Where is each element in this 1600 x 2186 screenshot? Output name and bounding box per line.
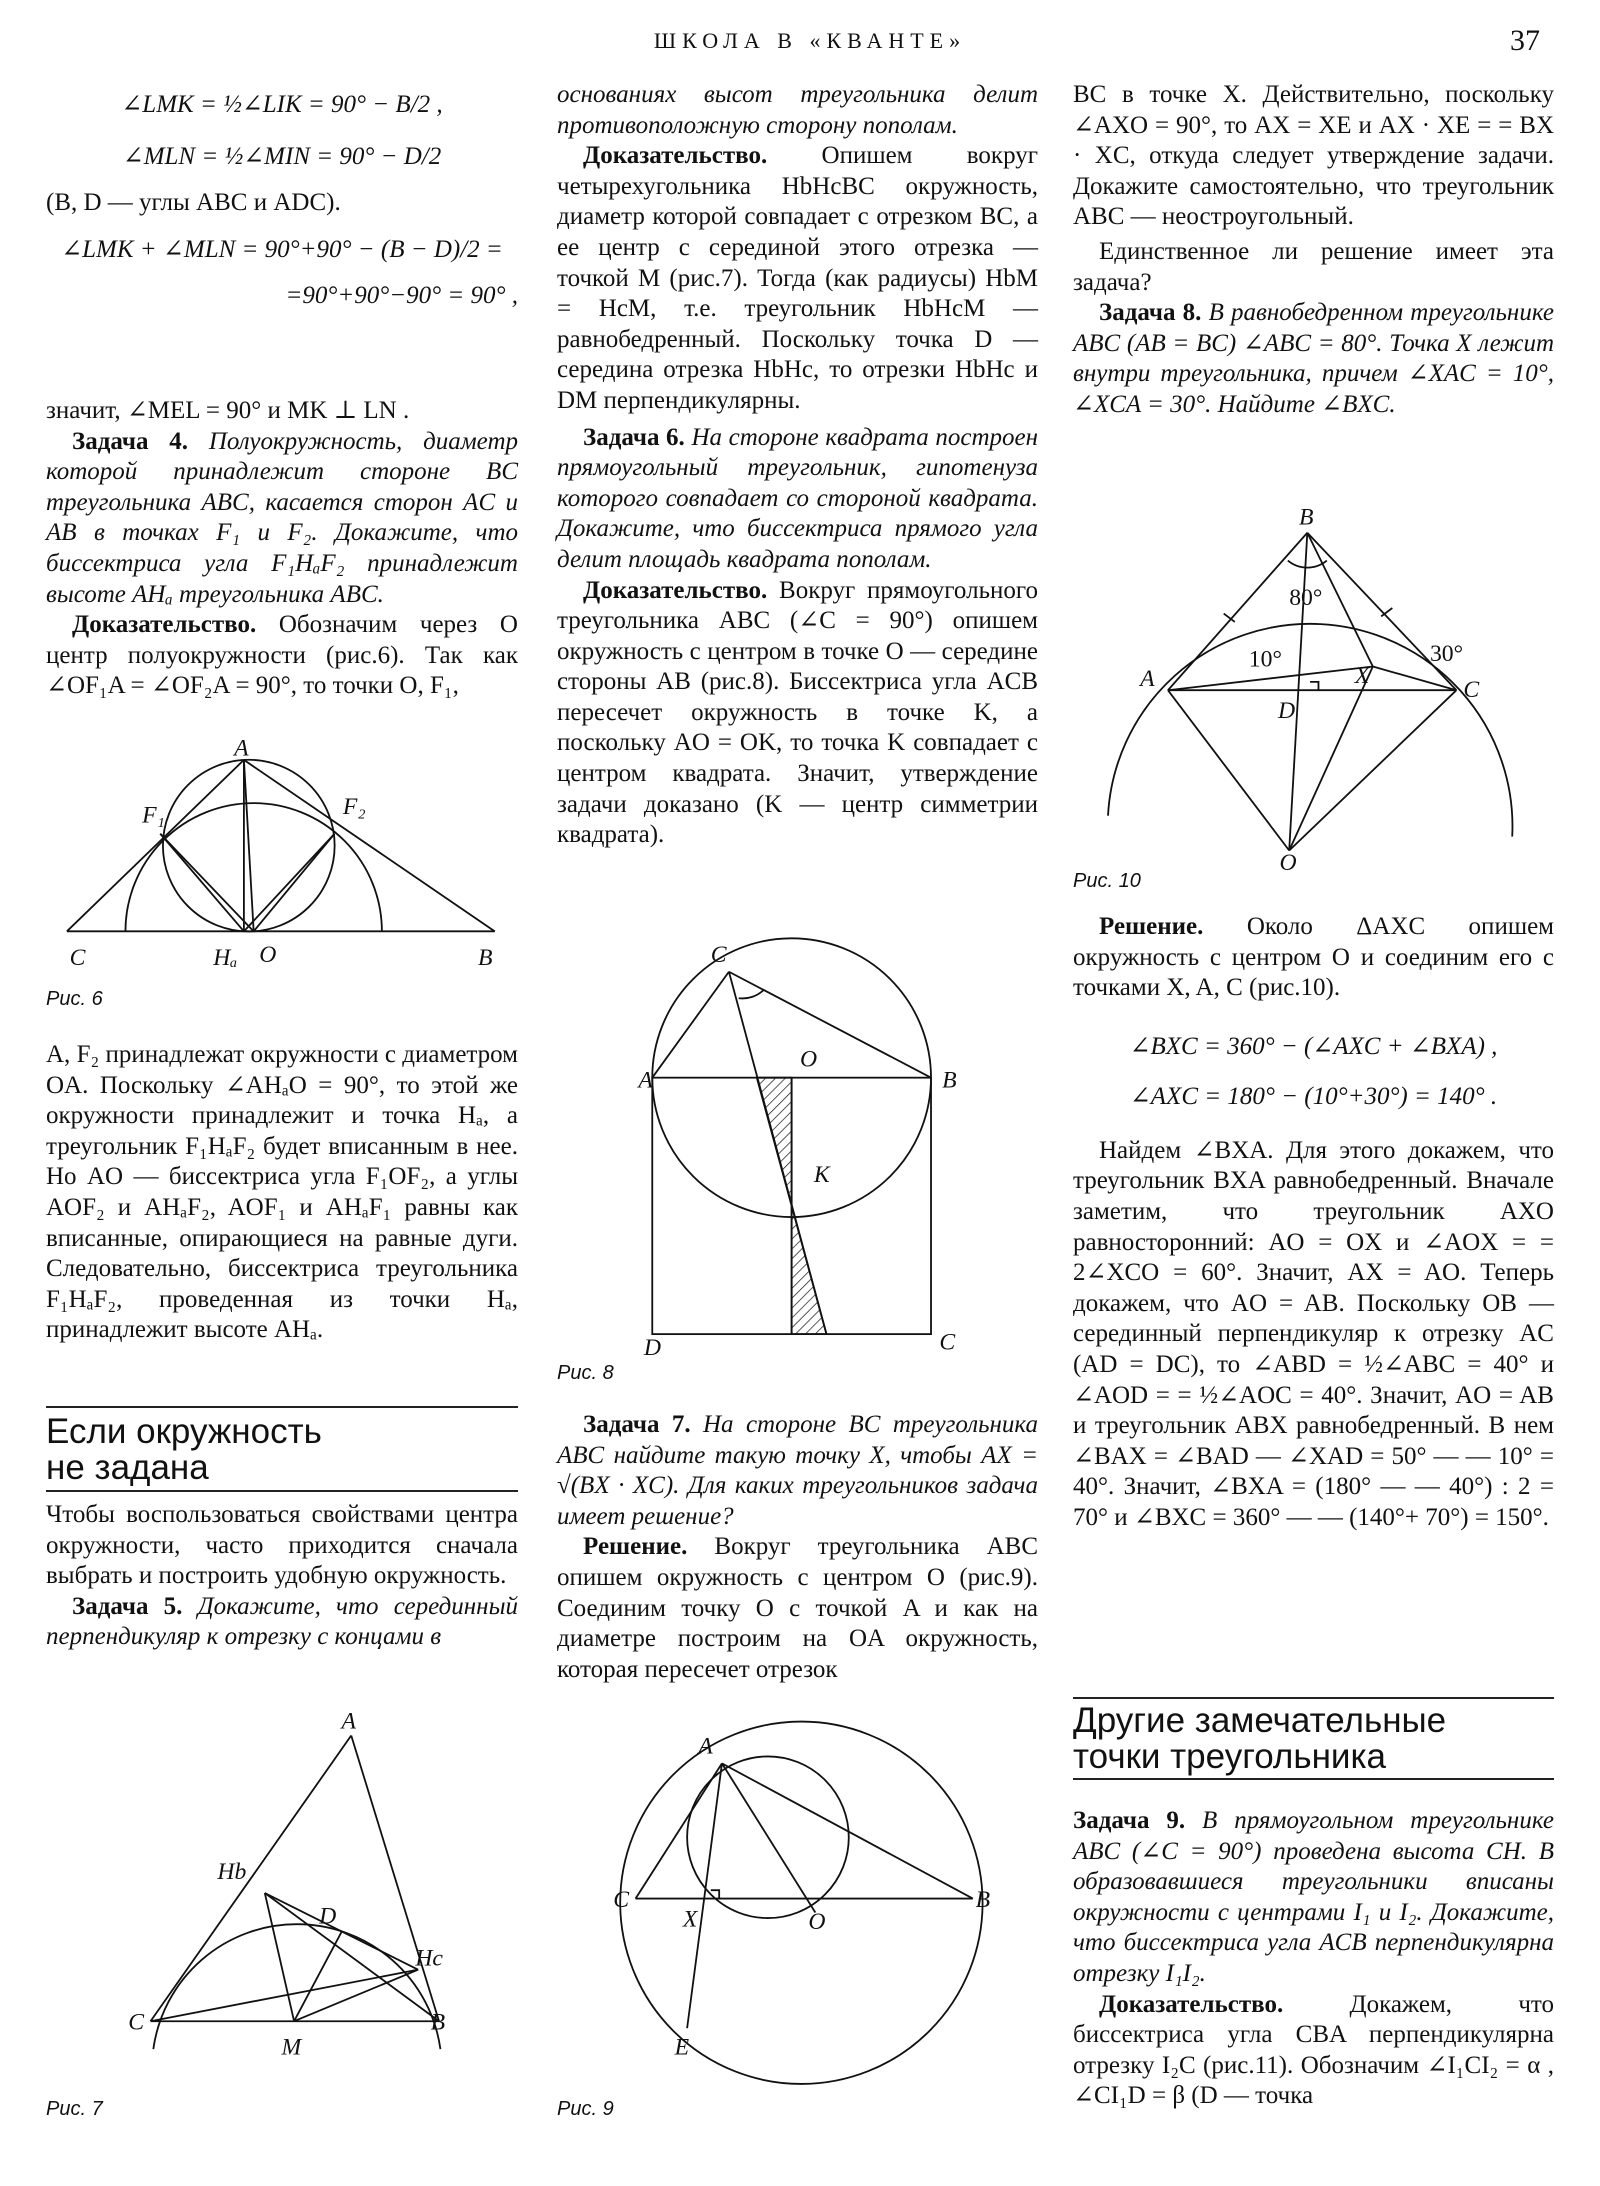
task-text: В прямоугольном треугольнике ABC (∠C = 90°) проведена высота CH. В образовавшиеся треугольники вписаны окружности с центрами I₁ и I₂. Докажите, что биссектриса угла ACB перпендикулярна отрезку I₁I₂.	[1073, 1807, 1555, 1987]
col1-formulas	[46, 88, 518, 313]
heading-line: не задана	[46, 1448, 209, 1487]
col2-text-top	[557, 80, 1038, 851]
fig10-label: A	[1140, 666, 1155, 693]
fig10-label: 30°	[1429, 640, 1464, 667]
solution-text: Вокруг треугольника ABC опишем окружность с центром O (рис.9). Соединим точку O с точкой A и как на диаметре построим на OA окружность, которая пересечет отрезок	[557, 1533, 1039, 1683]
solution-text: Около ΔAXC опишем окружность с центром O и соединим его с точками X, A, C (рис.10).	[1073, 913, 1554, 1002]
section-heading	[46, 1414, 322, 1486]
task-text: Докажите, что серединный перпендикуляр к отрезку с концами в	[46, 1592, 518, 1651]
fig7-label: D	[319, 1903, 337, 1930]
solution8-continued: Найдем ∠BXA. Для этого докажем, что треугольник BXA равнобедренный. Вначале заметим, что треугольник AXO равносторонний: AO = OX и ∠AOX = = 2∠XCO = 60°. Значит, AX = AO. Теперь докажем, что AO = AB. Поскольку OB — серединный перпендикуляр к отрезку AC (AD = DC), то ∠ABD = ½∠ABC = 40° и ∠AOD = = ½∠AOC = 40°. Значит, AO = AB и треугольник ABX равнобедренный. В нем ∠BAX = ∠BAD — ∠XAD = 50° — — 10° = 40°. Значит, ∠BXA = (180° — — 40°) : 2 = 70° и ∠BXC = 360° — — (140°+ 70°) = 150°.	[1073, 1136, 1554, 1531]
formula: ∠AXC = 180° − (10°+30°) = 140° .	[1129, 1082, 1498, 1110]
solution-label: Решение.	[583, 1533, 688, 1561]
col3-text-bottom	[1073, 1806, 1554, 2112]
task9	[1073, 1806, 1554, 1990]
section-heading	[1073, 1703, 1446, 1775]
divider	[1073, 1778, 1554, 1780]
proof-label: Доказательство.	[583, 142, 768, 170]
heading-line: Другие замечательные	[1073, 1701, 1447, 1740]
col1-text-mid	[46, 1040, 518, 1346]
task-label: Задача 6.	[583, 423, 685, 451]
figure-10	[1108, 533, 1512, 851]
fig8-label: C	[939, 1329, 956, 1356]
running-title: ШКОЛА В «КВАНТЕ»	[653, 28, 967, 53]
fig10-label: B	[1298, 504, 1314, 531]
fig7-label: Hc	[415, 1945, 443, 1972]
fig9-label: X	[682, 1906, 698, 1933]
solution7-continued: BC в точке X. Действительно, поскольку ∠AXO = 90°, то AX = XE и AX · XE = = BX · XC, откуда следует утверждение задачи. Докажите самостоятельно, что треугольник ABC — неостроугольный.	[1073, 81, 1554, 231]
fig6-label: Hₐ	[213, 944, 238, 971]
proof-label: Доказательство.	[72, 611, 257, 639]
col1-text-top	[46, 396, 518, 702]
proof4	[46, 610, 518, 702]
fig7-caption: Рис. 7	[46, 2098, 103, 2120]
fig10-label: X	[1354, 663, 1370, 690]
task-label: Задача 9.	[1073, 1807, 1186, 1834]
fig6-label: A	[234, 735, 249, 762]
task-text: В равнобедренном треугольнике ABC (AB = BC) ∠ABC = 80°. Точка X лежит внутри треугольника, причем ∠XAC = 10°, ∠XCA = 30°. Найдите ∠BXC.	[1073, 299, 1554, 418]
col1-text-bottom	[46, 1500, 518, 1653]
proof6	[557, 576, 1038, 851]
fig6-caption: Рис. 6	[46, 988, 103, 1010]
proof-text: Вокруг прямоугольного треугольника ABC (∠C = 90°) опишем окружность с центром в точке O — середине стороны AB (рис.8). Биссектриса угла ACB пересечет окружность в точке K, а поскольку AO = OK, то точка K совпадает с центром квадрата. Значит, утверждение задачи доказано (K — центр симметрии квадрата).	[557, 576, 1038, 849]
formula: ∠BXC = 360° − (∠AXC + ∠BXA) ,	[1129, 1032, 1498, 1060]
task-label: Задача 8.	[1099, 299, 1202, 327]
fig10-label: 10°	[1248, 646, 1282, 673]
question: Единственное ли решение имеет эта задача?	[1073, 237, 1554, 296]
fig8-label: B	[942, 1067, 957, 1094]
proof-label: Доказательство.	[1099, 1990, 1284, 2018]
divider	[1073, 1697, 1554, 1699]
fig6-label: O	[259, 941, 277, 968]
section-text: Чтобы воспользоваться свойствами центра окружности, часто приходится сначала выбрать и построить удобную окружность.	[46, 1501, 518, 1590]
figure-9	[620, 1722, 982, 2084]
task5-continued: основаниях высот треугольника делит противоположную сторону пополам.	[557, 81, 1038, 139]
fig8-label: D	[643, 1335, 662, 1362]
solution8	[1073, 912, 1554, 1004]
figure-6	[67, 760, 495, 932]
heading-line: Если окружность	[46, 1412, 322, 1451]
heading-line: точки треугольника	[1073, 1737, 1387, 1776]
task-label: Задача 5.	[72, 1592, 183, 1620]
task-text: На стороне квадрата построен прямоугольный треугольник, гипотенуза которого совпадает со стороной квадрата. Докажите, что биссектриса прямого угла делит площадь квадрата пополам.	[557, 423, 1039, 573]
fig7-label: B	[430, 2009, 446, 2036]
figure-8	[652, 938, 931, 1334]
fig6-label: F₂	[342, 794, 366, 821]
proof4-continued: A, F₂ принадлежат окружности с диаметром OA. Поскольку ∠AHₐO = 90°, то этой же окружности принадлежит и точка Hₐ, а треугольник F₁HₐF₂ будет вписанным в нее. Но AO — биссектриса угла F₁OF₂, а углы AOF₂ и AHₐF₂, AOF₁ и AHₐF₁ равны как вписанные, опирающиеся на равные дуги. Следовательно, биссектриса треугольника F₁HₐF₂, проведенная из точки Hₐ, принадлежит высоте AHₐ.	[46, 1041, 518, 1344]
fig8-label: C	[710, 941, 727, 968]
fig7-label: Hb	[217, 1859, 247, 1886]
formula: ∠LMK + ∠MLN = 90°+90° − (B − D)/2 =	[61, 235, 503, 263]
note: (B, D — углы ABC и ADC).	[46, 189, 341, 216]
fig6-label: C	[69, 944, 86, 971]
proof-text: Докажем, что биссектриса угла CBA перпендикулярна отрезку I₂C (рис.11). Обозначим ∠I₁CI₂ = α , ∠CI₁D = β (D — точка	[1073, 1990, 1555, 2110]
fig6-label: B	[478, 944, 493, 971]
proof-text: Опишем вокруг четырехугольника HbHcBC окружность, диаметр которой совпадает с отрезком BC, а ее центр с серединой этого отрезка — точкой M (рис.7). Тогда (как радиусы) HbM = HcM, т.е. треугольник HbHcM — равнобедренный. Поскольку точка D — середина отрезка HbHc, то отрезки HbHc и DM перпендикулярны.	[557, 142, 1038, 414]
col2-text-bottom	[557, 1410, 1038, 1685]
fig9-label: B	[975, 1886, 991, 1913]
solution-label: Решение.	[1099, 913, 1204, 940]
fig9-label: A	[698, 1733, 713, 1760]
solution7	[557, 1532, 1038, 1685]
task6	[557, 423, 1038, 576]
col3-text-top	[1073, 80, 1554, 421]
divider	[46, 1490, 518, 1492]
task-text: Полуокружность, диаметр которой принадлежит стороне BC треугольника ABC, касается сторон AC и AB в точках F₁ и F₂. Докажите, что биссектриса угла F₁HₐF₂ принадлежит высоте AHₐ треугольника ABC.	[46, 427, 519, 608]
fig8-label: K	[813, 1162, 830, 1189]
figure-7	[151, 1736, 441, 2050]
proof-label: Доказательство.	[583, 576, 768, 604]
fig8-label: O	[800, 1046, 818, 1073]
fig9-label: O	[808, 1909, 826, 1936]
fig6-label: F₁	[142, 802, 165, 829]
formula: =90°+90°−90° = 90° ,	[285, 281, 518, 309]
fig10-caption: Рис. 10	[1073, 870, 1141, 892]
conclusion: значит, ∠MEL = 90° и MK ⊥ LN .	[46, 397, 410, 424]
task8	[1073, 298, 1554, 420]
fig9-label: C	[613, 1886, 630, 1913]
task5	[46, 1592, 518, 1653]
task-text: На стороне BC треугольника ABC найдите такую точку X, чтобы AX = √(BX · XC). Для каких треугольников задача имеет решение?	[557, 1411, 1038, 1530]
col3-text-mid	[1073, 912, 1554, 1534]
fig7-label: M	[281, 2034, 302, 2061]
page-number: 37	[1510, 24, 1540, 57]
proof5	[557, 141, 1038, 416]
fig8-label: A	[638, 1067, 653, 1094]
fig10-label: D	[1278, 698, 1296, 725]
fig10-label: 80°	[1289, 585, 1323, 612]
task-label: Задача 7.	[583, 1411, 691, 1438]
fig7-label: C	[128, 2009, 145, 2036]
fig9-caption: Рис. 9	[557, 2098, 614, 2120]
divider	[46, 1406, 518, 1408]
proof-text: Обозначим через O центр полуокружности (рис.6). Так как ∠OF₁A = ∠OF₂A = 90°, то точки O, F₁,	[46, 611, 518, 700]
task7	[557, 1410, 1038, 1532]
task-label: Задача 4.	[72, 427, 189, 455]
fig10-label: C	[1463, 677, 1480, 704]
fig7-label: A	[341, 1708, 356, 1735]
formula: ∠MLN = ½∠MIN = 90° − D/2	[122, 143, 442, 170]
task4	[46, 427, 518, 611]
fig10-label: O	[1279, 850, 1297, 877]
formula: ∠LMK = ½∠LIK = 90° − B/2 ,	[121, 91, 443, 118]
fig8-caption: Рис. 8	[557, 1362, 614, 1384]
proof9	[1073, 1990, 1554, 2112]
fig9-label: E	[674, 2034, 690, 2061]
